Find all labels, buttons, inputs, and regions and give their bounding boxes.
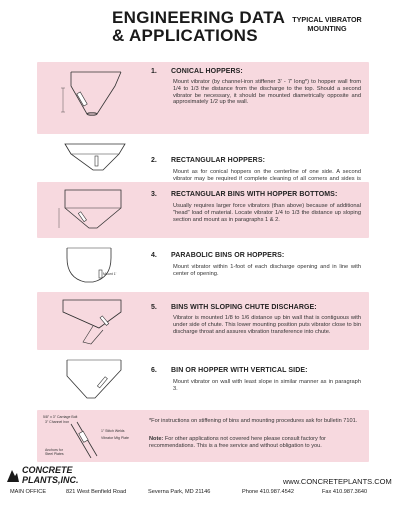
section-rectangular-bins xyxy=(37,182,369,238)
fax-number: Fax 410.987.3640 xyxy=(322,489,368,495)
section-title: RECTANGULAR BINS WITH HOPPER BOTTOMS: xyxy=(171,191,338,198)
consult-note xyxy=(149,436,361,449)
section-title: PARABOLIC BINS OR HOPPERS: xyxy=(171,252,285,259)
section-title: BINS WITH SLOPING CHUTE DISCHARGE: xyxy=(171,304,317,311)
company-logo xyxy=(6,466,86,488)
section-conical-hoppers xyxy=(37,62,369,134)
section-body: Vibrator is mounted 1/8 to 1/6 distance up bin wall that is contiguous with under side of chute. This lower mounting position puts vibrator close to bin discharge throat and assures vibration transference into chute. xyxy=(173,315,361,335)
note-label: Note: xyxy=(149,436,164,442)
subtitle-line-1: TYPICAL VIBRATOR xyxy=(292,15,362,24)
section-number: 4. xyxy=(151,252,157,259)
logo-line-2: PLANTS,INC. xyxy=(22,474,79,485)
section-body: Usually requires larger force vibrators (than above) because of additional "head" load of material. Locate vibrator 1/4 to 1/3 the distance up sloping section and mount as in paragraphs 1 & 2. xyxy=(173,203,361,223)
note-text: For other applications not covered here please consult factory for recommendations. This is a free service and without obligation to you. xyxy=(149,436,326,449)
subtitle-line-2: MOUNTING xyxy=(307,23,347,33)
section-title: RECTANGULAR HOPPERS: xyxy=(171,157,266,164)
logo-line-1: CONCRETE xyxy=(22,465,73,475)
title-line-1: ENGINEERING DATA xyxy=(112,8,286,27)
sloping-chute-diagram xyxy=(41,296,127,346)
sloping-chute-drawing xyxy=(41,296,127,346)
section-rectangular-hoppers xyxy=(37,136,369,180)
section-number: 5. xyxy=(151,304,157,311)
section-parabolic-bins xyxy=(37,240,369,290)
section-body: Mount vibrator on wall with least slope in similar manner as in paragraph 3. xyxy=(173,379,361,392)
city-address: Severna Park, MD 21146 xyxy=(148,489,211,495)
section-vertical-side xyxy=(37,352,369,406)
parabolic-bin-drawing xyxy=(41,244,127,286)
vertical-side-diagram xyxy=(41,356,127,402)
section-body: Mount as for conical hoppers on the centerline of one side. A second vibrator may be required if complete cleaning of all corners and sides is xyxy=(173,169,361,182)
section-notes xyxy=(37,410,369,462)
conical-hopper-diagram xyxy=(41,66,127,130)
website-link[interactable]: www.CONCRETEPLANTS.COM xyxy=(283,477,392,486)
section-body: Mount vibrator within 1-foot of each discharge opening and in line with center of opening. xyxy=(173,264,361,277)
section-number: 1. xyxy=(151,68,157,75)
vertical-side-drawing xyxy=(41,356,127,402)
conical-hopper-drawing xyxy=(41,66,127,130)
street-address: 821 West Benfield Road xyxy=(66,489,127,495)
anchors-label: Anchors for Steel Plates xyxy=(45,448,64,456)
phone-number: Phone 410.987.4542 xyxy=(242,489,294,495)
rectangular-hopper-diagram xyxy=(41,140,127,176)
section-body: Mount vibrator (by channel-iron stiffener 3' - 7' long*) to hopper wall from 1/4 to 1/3 the distance from the discharge to the top. Should a second vibrator be necessary, it should be mounted diametrically opposite and approximately 1/2 up the wall. xyxy=(173,79,361,106)
rectangular-bin-diagram xyxy=(41,186,127,234)
mount-label: Mount 1' xyxy=(103,272,117,276)
section-sloping-chute xyxy=(37,292,369,350)
page-subtitle xyxy=(287,16,367,33)
section-number: 3. xyxy=(151,191,157,198)
bulletin-note: *For instructions on stiffening of bins and mounting procedures ask for bulletin 7101. xyxy=(149,418,358,424)
rectangular-bin-drawing xyxy=(41,186,127,234)
carriage-bolt-label: 5/8" x 3" Carriage Bolt xyxy=(43,415,78,419)
section-title: BIN OR HOPPER WITH VERTICAL SIDE: xyxy=(171,367,308,374)
parabolic-bin-diagram xyxy=(41,244,127,286)
section-number: 2. xyxy=(151,157,157,164)
section-title: CONICAL HOPPERS: xyxy=(171,68,243,75)
page-header xyxy=(0,0,400,58)
channel-iron-label: 3" Channel Iron xyxy=(45,420,70,424)
stitch-welds-label: 1" Stitch Welds xyxy=(101,429,125,433)
rectangular-hopper-drawing xyxy=(41,140,127,176)
section-number: 6. xyxy=(151,367,157,374)
office-label: MAIN OFFICE xyxy=(10,489,47,495)
page-title xyxy=(112,9,285,45)
vibrator-plate-label: Vibrator Mtg Plate xyxy=(101,436,129,440)
concrete-plants-logo-icon xyxy=(6,468,20,484)
logo-text xyxy=(22,466,79,485)
stiffener-detail-diagram xyxy=(41,414,133,458)
title-line-2: & APPLICATIONS xyxy=(112,26,258,45)
